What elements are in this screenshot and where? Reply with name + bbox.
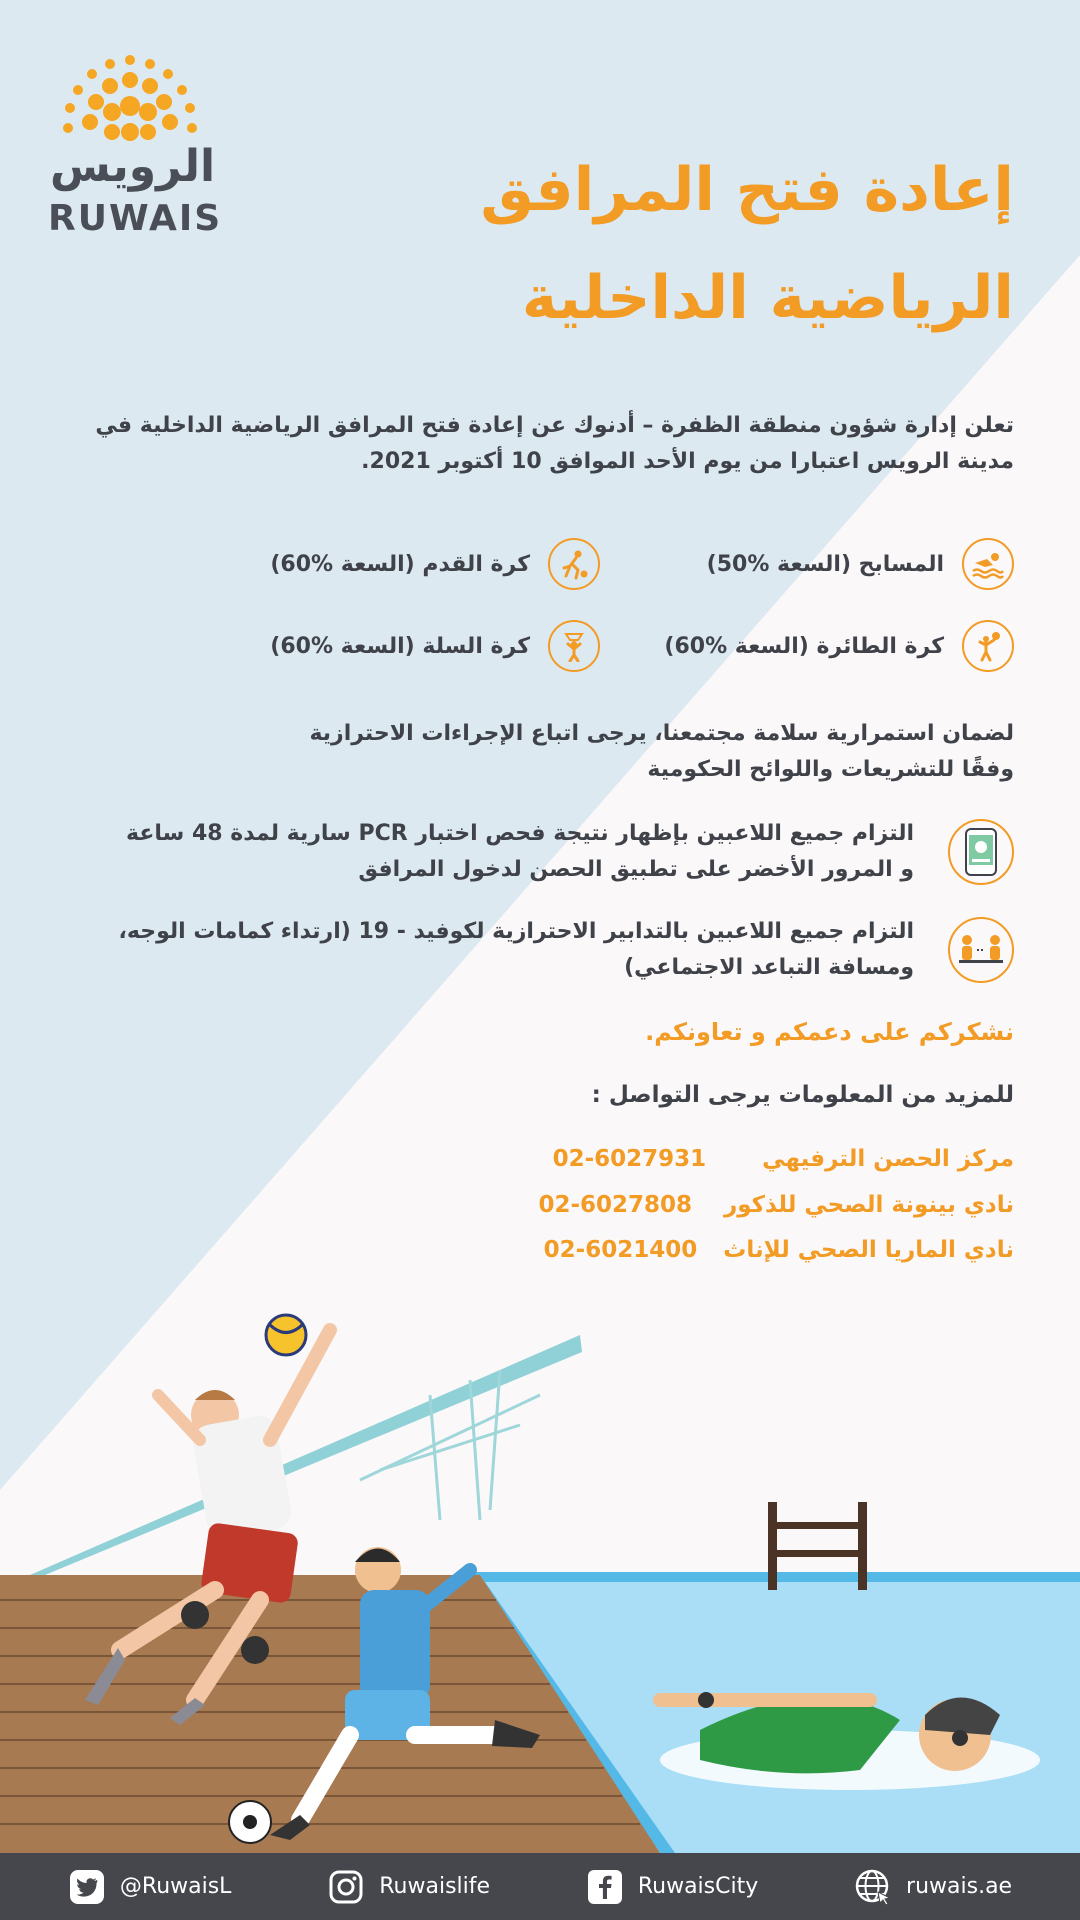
- rule-covid-measures: [114, 914, 1014, 986]
- ruwais-logo: [40, 50, 223, 240]
- facility-label: كرة القدم (السعة %60): [270, 551, 530, 577]
- facebook-handle: RuwaisCity: [637, 1874, 759, 1899]
- contact-phone[interactable]: 02-6027931: [552, 1146, 707, 1172]
- facility-basketball: [270, 620, 600, 672]
- page-title-line2: الرياضية الداخلية: [521, 263, 1014, 333]
- twitter-icon: [68, 1868, 106, 1906]
- instagram-icon: [327, 1868, 365, 1906]
- facility-football: [270, 538, 600, 590]
- facility-pools: [707, 538, 1014, 590]
- facility-label: المسابح (السعة %50): [706, 551, 944, 577]
- contact-phone[interactable]: 02-6021400: [543, 1237, 698, 1263]
- safety-intro: لضمان استمرارية سلامة مجتمعنا، يرجى اتباع الإجراءات الاحترازية وفقًا للتشريعات واللوائح الحكومية: [309, 721, 1014, 782]
- contact-row: [538, 1192, 1014, 1218]
- contact-name: مركز الحصن الترفيهي: [762, 1146, 1014, 1172]
- facebook-icon: [586, 1868, 624, 1906]
- twitter-link[interactable]: [68, 1868, 232, 1906]
- page-title-line1: إعادة فتح المرافق: [480, 155, 1014, 225]
- volleyball-icon: [962, 620, 1014, 672]
- logo-arabic-text: الرويس: [50, 141, 216, 192]
- contact-name: نادي الماريا الصحي للإناث: [723, 1237, 1014, 1263]
- facility-label: كرة الطائرة (السعة %60): [664, 633, 944, 659]
- twitter-handle: @RuwaisL: [119, 1874, 232, 1899]
- intro-paragraph: تعلن إدارة شؤون منطقة الظفرة – أدنوك عن إعادة فتح المرافق الرياضية الداخلية في مدينة الرويس اعتبارا من يوم الأحد الموافق 10 أكتوبر 2021.: [95, 413, 1014, 474]
- rule-text: التزام جميع اللاعبين بإظهار نتيجة فحص اختبار PCR سارية لمدة 48 ساعة و المرور الأخضر على تطبيق الحصن لدخول المرافق: [126, 821, 914, 882]
- social-footer: [0, 1853, 1080, 1920]
- instagram-handle: Ruwaislife: [379, 1874, 491, 1899]
- contact-name: نادي بينونة الصحي للذكور: [724, 1192, 1014, 1218]
- social-distance-icon: [948, 917, 1014, 983]
- website-link[interactable]: [854, 1868, 1012, 1906]
- website-url: ruwais.ae: [906, 1874, 1013, 1899]
- swimming-icon: [962, 538, 1014, 590]
- rule-pcr: [114, 816, 1014, 888]
- basketball-icon: [548, 620, 600, 672]
- sun-dots-icon: [40, 50, 220, 150]
- football-icon: [548, 538, 600, 590]
- contact-row: [544, 1237, 1014, 1263]
- facebook-link[interactable]: [586, 1868, 758, 1906]
- contact-phone[interactable]: 02-6027808: [538, 1192, 693, 1218]
- logo-english-text: RUWAIS: [48, 198, 223, 239]
- rule-text: التزام جميع اللاعبين بالتدابير الاحترازية لكوفيد - 19 (ارتداء كمامات الوجه، ومسافة التباعد الاجتماعي): [118, 919, 914, 980]
- phone-app-icon: [948, 819, 1014, 885]
- globe-icon: [854, 1868, 892, 1906]
- contact-row: [553, 1146, 1014, 1172]
- more-info-text: للمزيد من المعلومات يرجى التواصل :: [591, 1082, 1014, 1108]
- facility-volleyball: [664, 620, 1014, 672]
- thanks-text: نشكركم على دعمكم و تعاونكم.: [645, 1018, 1014, 1046]
- instagram-link[interactable]: [327, 1868, 490, 1906]
- facility-label: كرة السلة (السعة %60): [270, 633, 530, 659]
